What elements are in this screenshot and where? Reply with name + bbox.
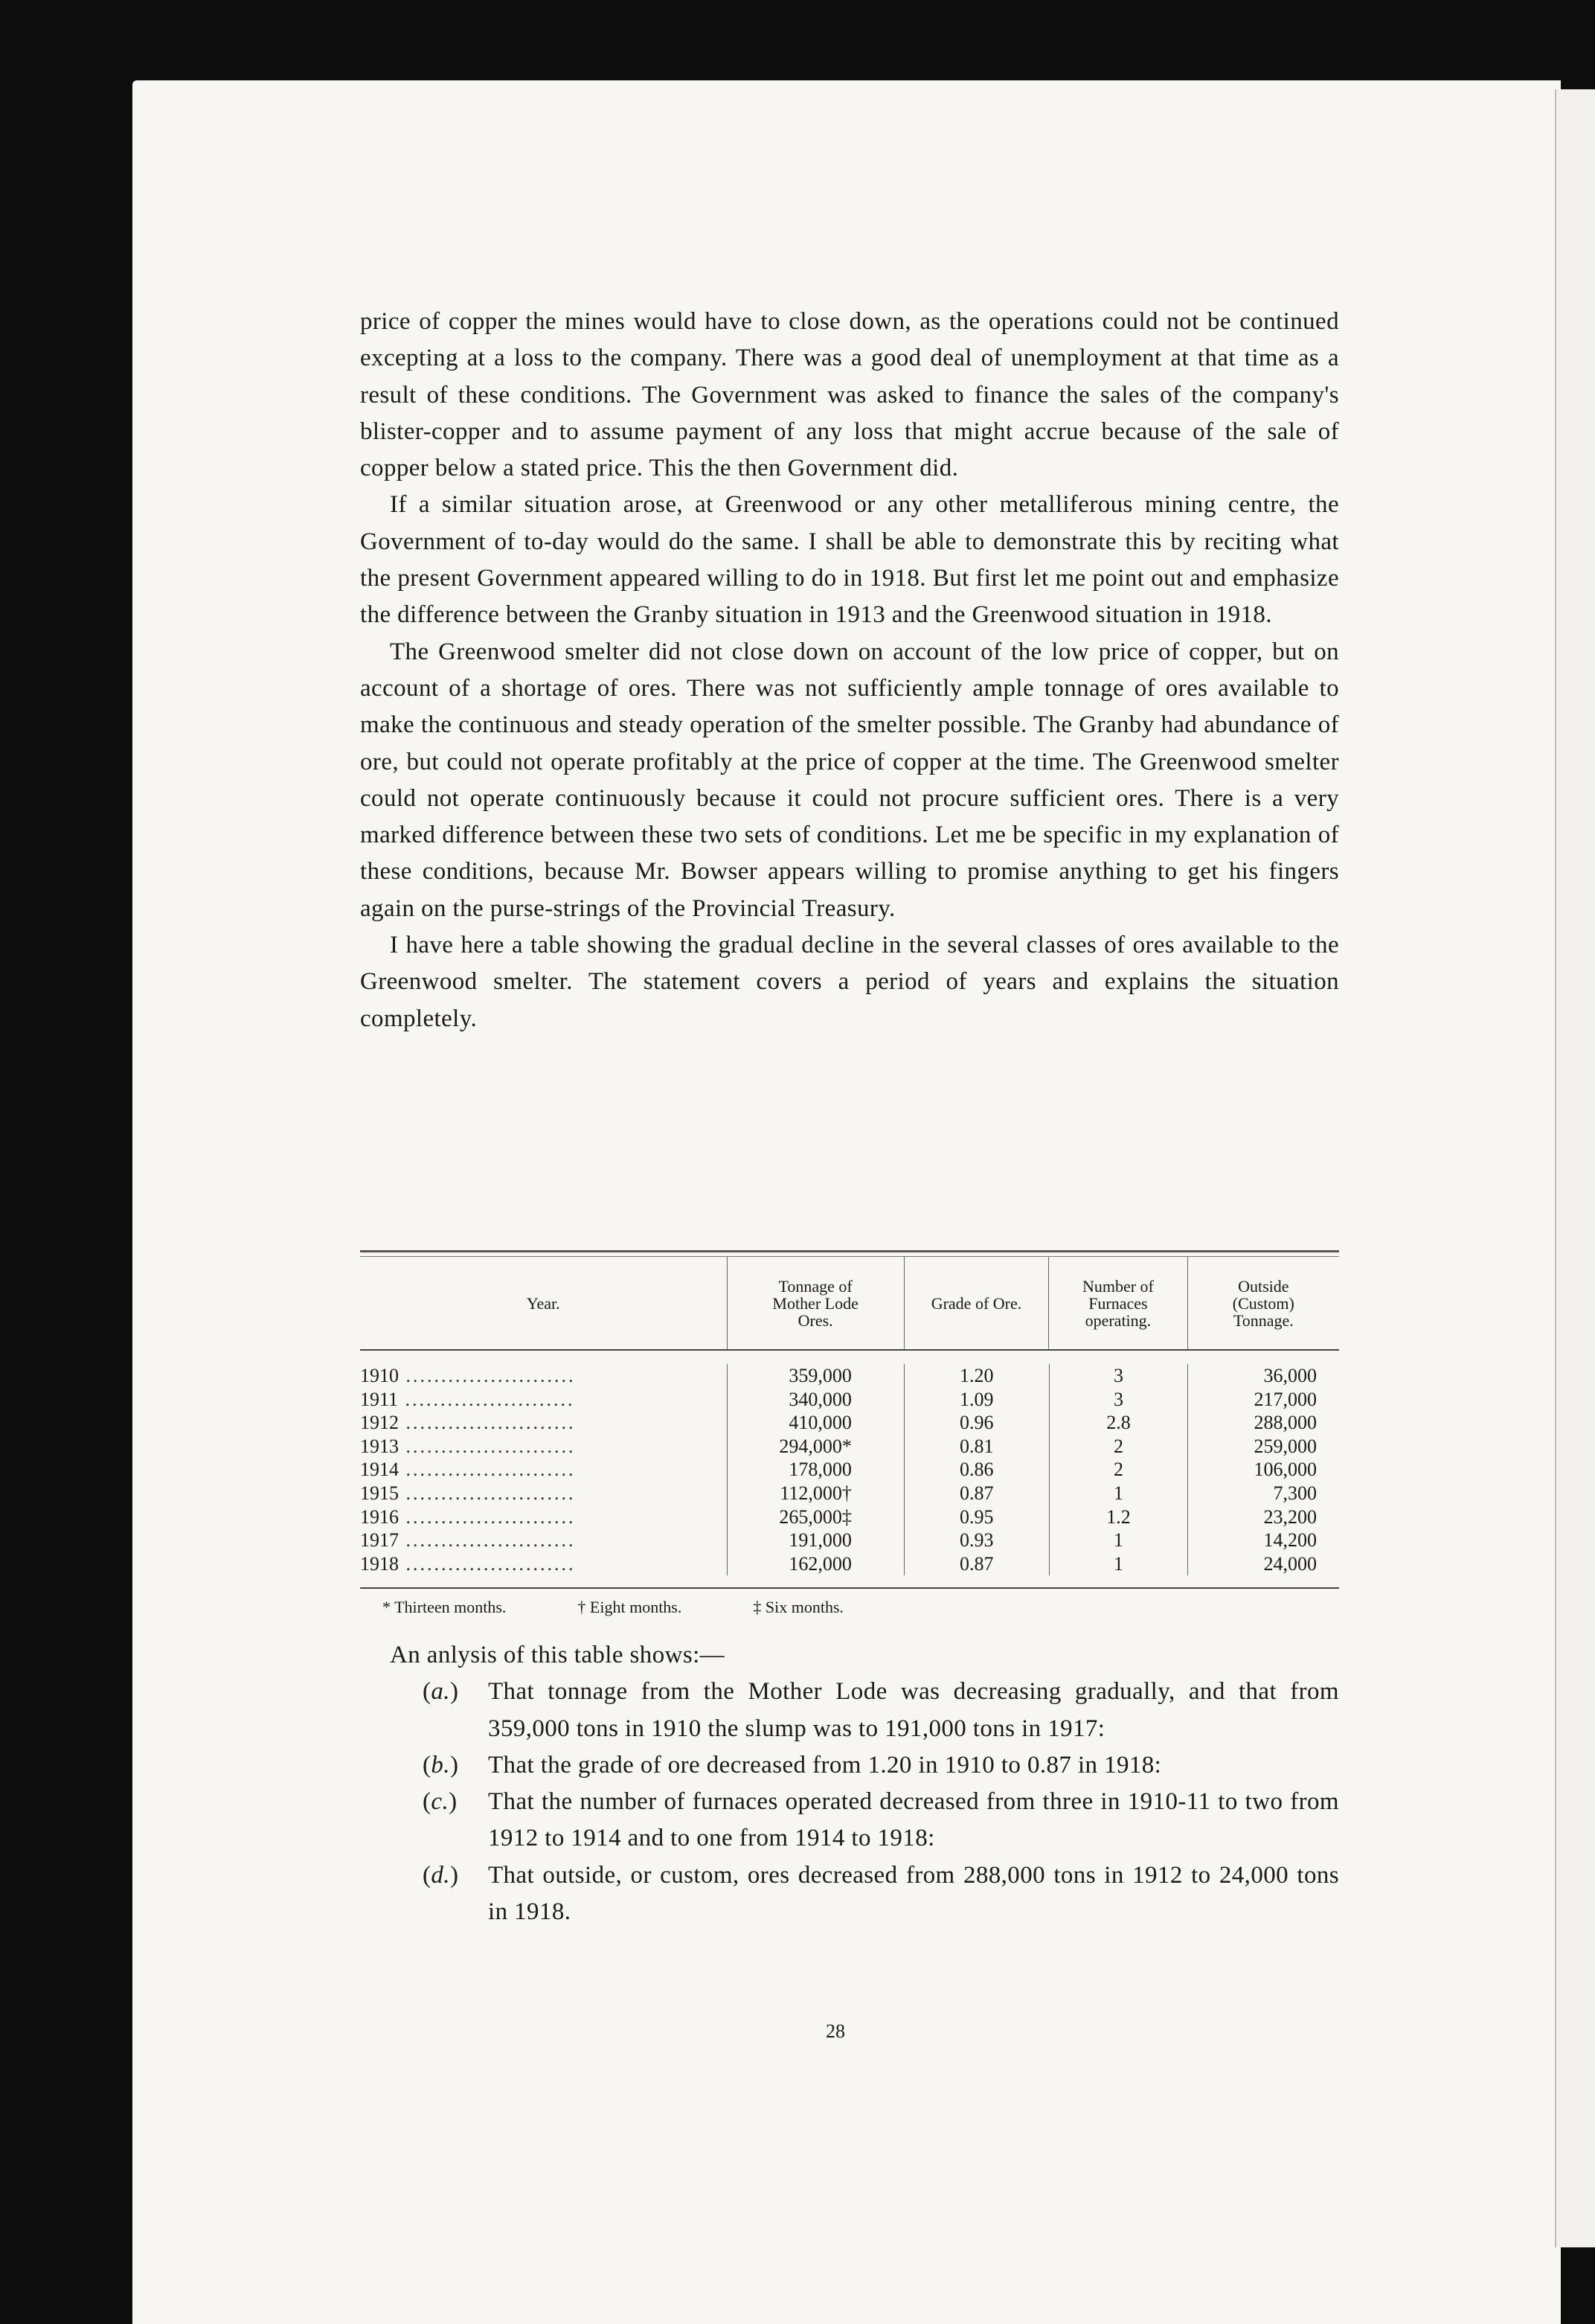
table-cell-year: 1914 ........................ (360, 1459, 576, 1481)
table-cell-outside: 217,000 (1254, 1388, 1317, 1410)
table-cell-grade: 0.93 (960, 1529, 994, 1552)
table-header (360, 1257, 1339, 1349)
header-grade: Grade of Ore. (904, 1257, 1048, 1349)
column-year (360, 1364, 727, 1575)
analysis-item (360, 1857, 1339, 1931)
table-cell-tonnage: 178,000 (789, 1459, 852, 1481)
header-line: Ores. (798, 1310, 833, 1330)
footnote: † Eight months. (577, 1598, 682, 1617)
ore-table (360, 1250, 1339, 1617)
footnote: * Thirteen months. (382, 1598, 507, 1617)
column-furnaces (1049, 1364, 1188, 1575)
item-text: That the number of furnaces operated decreased from three in 1910-11 to two from 1912 to 1914 and to one from 1914 to 1918: (488, 1788, 1339, 1852)
table-cell-outside: 288,000 (1254, 1412, 1317, 1434)
paragraph: If a similar situation arose, at Greenwood or any other metalliferous mining centre, the Government of to-day would do the same. I shall be able to demonstrate this by reciting what the present Government appeared willing to do in 1918. But first let me point out and emphasize the difference between the Granby situation in 1913 and the Greenwood situation in 1918. (360, 491, 1339, 629)
table-cell-year: 1913 ........................ (360, 1435, 576, 1457)
header-line: Outside (1238, 1276, 1289, 1296)
table-cell-year: 1916 ........................ (360, 1505, 576, 1528)
page-number: 28 (826, 2020, 845, 2042)
table-bottom-rule (360, 1587, 1339, 1589)
header-outside (1187, 1257, 1339, 1349)
item-text: That outside, or custom, ores decreased from 288,000 tons in 1912 to 24,000 tons in 1918. (488, 1861, 1339, 1926)
item-label: (d.) (423, 1861, 459, 1889)
table-cell-outside: 14,200 (1263, 1529, 1317, 1552)
header-line: operating. (1085, 1310, 1152, 1330)
table-cell-grade: 0.81 (960, 1435, 994, 1457)
paragraph: I have here a table showing the gradual decline in the several classes of ores available to the Greenwood smelter. The statement covers a period of years and explains the situation completely. (360, 932, 1339, 1032)
header-line: Tonnage of (778, 1276, 853, 1296)
table-cell-tonnage: 340,000 (789, 1388, 852, 1410)
analysis-intro: An anlysis of this table shows:— (390, 1642, 725, 1668)
item-text: That tonnage from the Mother Lode was decreasing gradually, and that from 359,000 tons in 1910 the slump was to 191,000 tons in 1917: (488, 1678, 1339, 1742)
paragraph: The Greenwood smelter did not close down on account of the low price of copper, but on account of a shortage of ores. There was not sufficiently ample tonnage of ores available to make the continuous and steady operation of the smelter possible. The Granby had abundance of ore, but could not operate profitably at the price of copper at the time. The Greenwood smelter could not operate continuously because it could not procure sufficient ores. There is a very marked difference between these two sets of conditions. Let me be specific in my explanation of these conditions, because Mr. Bowser appears willing to promise anything to get his fingers again on the purse-strings of the Provincial Treasury. (360, 638, 1339, 922)
table-cell-furnaces: 1 (1113, 1482, 1123, 1504)
table-cell-tonnage: 162,000 (789, 1552, 852, 1575)
analysis-section (360, 1637, 1339, 1930)
header-furnaces (1048, 1257, 1187, 1349)
table-cell-furnaces: 1 (1113, 1552, 1123, 1575)
table-cell-furnaces: 2.8 (1106, 1412, 1131, 1434)
table-cell-outside: 259,000 (1254, 1435, 1317, 1457)
table-footnotes (360, 1598, 1339, 1617)
table-cell-grade: 1.20 (960, 1365, 994, 1386)
column-grade (904, 1364, 1049, 1575)
table-cell-year: 1915 ........................ (360, 1482, 576, 1504)
header-line: (Custom) (1232, 1293, 1294, 1313)
table-cell-year: 1912 ........................ (360, 1412, 576, 1434)
column-tonnage (727, 1364, 904, 1575)
table-cell-outside: 106,000 (1254, 1459, 1317, 1481)
table-cell-furnaces: 3 (1113, 1388, 1123, 1410)
table-cell-year: 1911 ........................ (360, 1388, 575, 1410)
table-body (360, 1351, 1339, 1587)
header-line: Furnaces (1088, 1293, 1148, 1313)
analysis-item (360, 1784, 1339, 1857)
table-cell-tonnage: 265,000‡ (779, 1505, 852, 1528)
header-year: Year. (526, 1293, 560, 1313)
item-label: (c.) (423, 1788, 458, 1816)
table-cell-furnaces: 1 (1113, 1529, 1123, 1552)
facing-page-edge (1555, 89, 1595, 2247)
item-label: (b.) (423, 1751, 459, 1779)
table-cell-tonnage: 112,000† (780, 1482, 852, 1504)
table-cell-furnaces: 2 (1113, 1435, 1123, 1457)
table-cell-grade: 1.09 (960, 1388, 994, 1410)
header-line: Number of (1082, 1276, 1154, 1296)
table-cell-grade: 0.96 (960, 1412, 994, 1434)
table-cell-tonnage: 191,000 (789, 1529, 852, 1552)
table-cell-grade: 0.86 (960, 1459, 994, 1481)
table-cell-furnaces: 3 (1113, 1365, 1123, 1386)
table-cell-year: 1910 ........................ (360, 1365, 576, 1386)
table-cell-outside: 7,300 (1273, 1482, 1317, 1504)
table-cell-grade: 0.87 (960, 1482, 994, 1504)
header-line: Tonnage. (1233, 1310, 1294, 1330)
table-cell-tonnage: 359,000 (789, 1365, 852, 1386)
table-cell-year: 1918 ........................ (360, 1552, 576, 1575)
header-tonnage (727, 1257, 904, 1349)
table-cell-grade: 0.95 (960, 1505, 994, 1528)
table-cell-furnaces: 2 (1113, 1459, 1123, 1481)
analysis-item (360, 1747, 1339, 1784)
table-cell-outside: 36,000 (1263, 1365, 1317, 1386)
table-cell-tonnage: 294,000* (779, 1435, 852, 1457)
column-outside (1187, 1364, 1339, 1575)
item-text: That the grade of ore decreased from 1.20 in 1910 to 0.87 in 1918: (488, 1751, 1162, 1779)
table-cell-grade: 0.87 (960, 1552, 994, 1575)
table-cell-year: 1917 ........................ (360, 1529, 576, 1552)
paragraph: price of copper the mines would have to close down, as the operations could not be continued excepting at a loss to the company. There was a good deal of unemployment at that time as a result of these conditions. The Government was asked to finance the sales of the company's blister-copper and to assume payment of any loss that might accrue because of the sale of copper below a stated price. This the then Government did. (360, 308, 1339, 482)
table-cell-outside: 23,200 (1263, 1505, 1317, 1528)
table-top-rule (360, 1250, 1339, 1257)
analysis-item (360, 1674, 1339, 1747)
footnote: ‡ Six months. (753, 1598, 844, 1617)
header-line: Mother Lode (772, 1293, 859, 1313)
table-cell-tonnage: 410,000 (789, 1412, 852, 1434)
table-cell-outside: 24,000 (1263, 1552, 1317, 1575)
item-label: (a.) (423, 1678, 459, 1706)
table-cell-furnaces: 1.2 (1106, 1505, 1131, 1528)
body-text (360, 304, 1339, 1037)
